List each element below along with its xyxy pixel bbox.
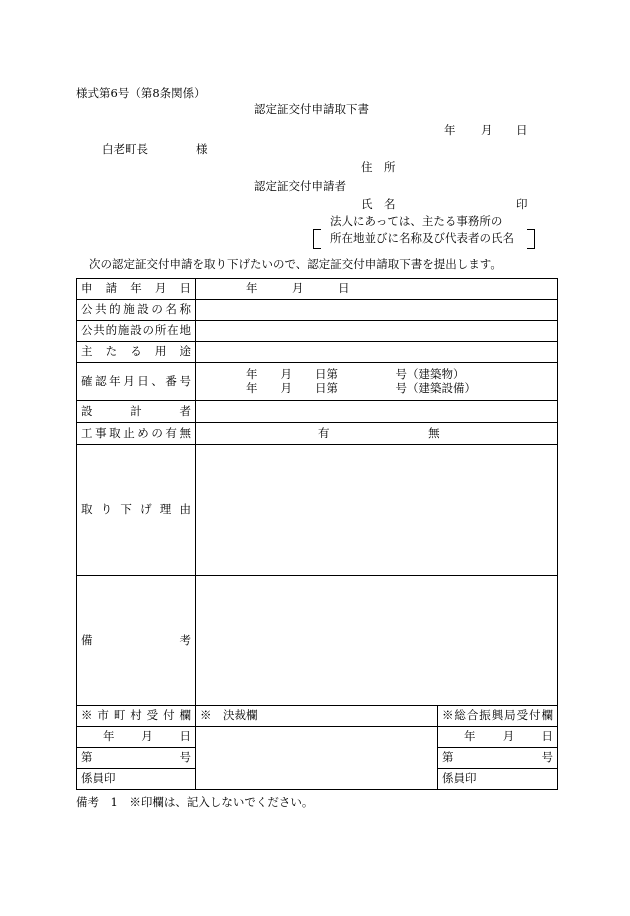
bureau-number[interactable] <box>438 748 558 769</box>
municipal-reception-header: ※市町村受付欄 <box>77 706 196 727</box>
statement: 次の認定証交付申請を取り下げたいので、認定証交付申請取下書を提出します。 <box>89 257 502 271</box>
footnote: 備考 1 ※印欄は、記入しないでください。 <box>76 795 314 809</box>
row-reason <box>77 445 558 576</box>
municipal-number[interactable] <box>77 748 196 769</box>
name-label: 氏 名 <box>361 197 396 211</box>
form-number: 様式第6号（第8条関係） <box>76 86 206 100</box>
municipal-date-year: 年 <box>103 729 115 744</box>
decision-area[interactable] <box>196 727 438 790</box>
municipal-date[interactable] <box>77 727 196 748</box>
label-main-use: 主たる用途 <box>77 342 196 363</box>
bureau-reception-header: ※総合振興局受付欄 <box>438 706 558 727</box>
confirmation-building: 年 月 日第 号（建築物） <box>246 366 465 381</box>
date-day-label: 日 <box>516 123 528 137</box>
label-reason: 取り下げ理由 <box>77 445 196 576</box>
document-title: 認定証交付申請取下書 <box>254 102 369 116</box>
addressee: 白老町長 <box>102 142 148 156</box>
value-cancellation[interactable] <box>196 423 558 445</box>
value-confirmation[interactable] <box>196 363 558 401</box>
row-cancellation <box>77 423 558 445</box>
label-cancellation: 工事取止めの有無 <box>77 423 196 445</box>
label-confirmation: 確認年月日、番号 <box>77 363 196 401</box>
municipal-number-suffix: 号 <box>179 750 191 765</box>
row-facility-name <box>77 300 558 321</box>
address-label: 住 所 <box>361 160 396 174</box>
applicant-role: 認定証交付申請者 <box>254 179 346 193</box>
bureau-staff-seal[interactable]: 係員印 <box>438 769 558 790</box>
municipal-date-day: 日 <box>179 729 191 744</box>
row-main-use <box>77 342 558 363</box>
value-facility-name[interactable] <box>196 300 558 321</box>
label-application-date: 申請年月日 <box>77 279 196 300</box>
addressee-suffix: 様 <box>196 142 208 156</box>
label-remarks: 備考 <box>77 576 196 706</box>
decision-header: ※ 決裁欄 <box>196 706 438 727</box>
application-table <box>76 278 558 790</box>
value-reason[interactable] <box>196 445 558 576</box>
right-bracket <box>527 229 535 249</box>
row-footer-date <box>77 727 558 748</box>
bureau-number-suffix: 号 <box>541 750 553 765</box>
date-year-label: 年 <box>444 123 456 137</box>
municipal-date-month: 月 <box>141 729 153 744</box>
corporate-note-line2: 所在地並びに名称及び代表者の氏名 <box>330 231 514 245</box>
date-month-label: 月 <box>481 123 493 137</box>
row-facility-location <box>77 321 558 342</box>
option-no[interactable]: 無 <box>428 425 440 440</box>
value-remarks[interactable] <box>196 576 558 706</box>
bureau-date-year: 年 <box>464 729 476 744</box>
bureau-date-month: 月 <box>502 729 515 744</box>
label-facility-location: 公共的施設の所在地 <box>77 321 196 342</box>
seal-mark: 印 <box>516 197 528 211</box>
left-bracket <box>313 229 321 249</box>
value-application-date[interactable]: 年 月 日 <box>196 279 558 300</box>
bureau-date[interactable] <box>438 727 558 748</box>
row-application-date <box>77 279 558 300</box>
row-designer <box>77 401 558 423</box>
municipal-number-prefix: 第 <box>81 750 93 765</box>
label-designer: 設計者 <box>77 401 196 423</box>
label-facility-name: 公共的施設の名称 <box>77 300 196 321</box>
row-confirmation <box>77 363 558 401</box>
confirmation-equipment: 年 月 日第 号（建築設備） <box>246 380 476 395</box>
municipal-staff-seal[interactable]: 係員印 <box>77 769 196 790</box>
row-remarks <box>77 576 558 706</box>
value-main-use[interactable] <box>196 342 558 363</box>
option-yes[interactable]: 有 <box>318 425 330 440</box>
row-footer-headers <box>77 706 558 727</box>
corporate-note-line1: 法人にあっては、主たる事務所の <box>330 214 503 228</box>
value-designer[interactable] <box>196 401 558 423</box>
bureau-number-prefix: 第 <box>442 750 454 765</box>
bureau-date-day: 日 <box>541 729 553 744</box>
value-facility-location[interactable] <box>196 321 558 342</box>
